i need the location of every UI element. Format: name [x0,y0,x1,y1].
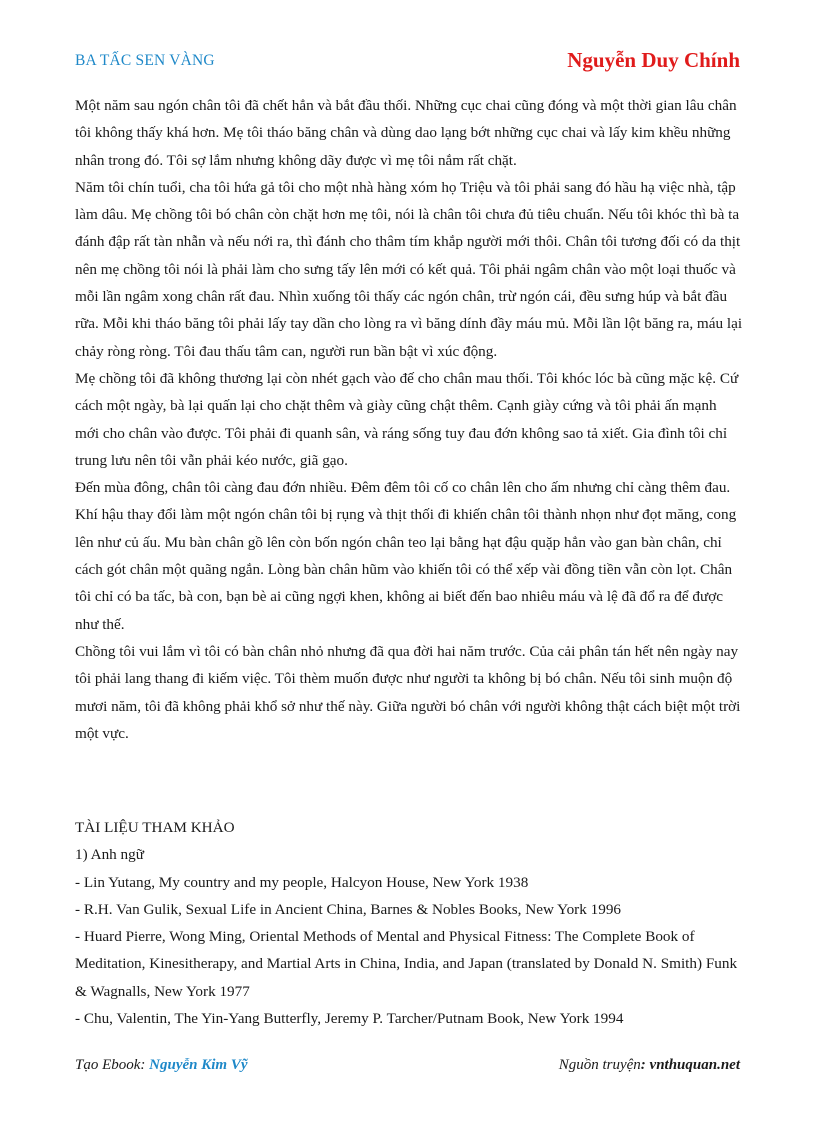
source-site: vnthuquan.net [649,1057,740,1073]
reference-item: - R.H. Van Gulik, Sexual Life in Ancient China, Barnes & Nobles Books, New York 1996 [75,900,622,918]
author-name: Nguyễn Duy Chính [567,48,740,72]
ebook-label: Tạo Ebook [75,1057,141,1073]
source-label: Nguồn truyện [558,1057,641,1073]
book-title: BA TẤC SEN VÀNG [75,52,215,69]
paragraph: Năm tôi chín tuổi, cha tôi hứa gả tôi cho một nhà hàng xóm họ Triệu và tôi phải sang đó hầu hạ việc nhà, tập làm dâu. Mẹ chồng tôi bó chân còn chặt hơn mẹ tôi, nói là chân tôi chưa đủ tiêu chuẩn. Nếu tôi khóc thì bà ta đánh đập rất tàn nhẫn và nếu nới ra, thì đánh cho thâm tím khắp người mới thôi. Chân tôi tương đối có da thịt nên mẹ chồng tôi nói là phải làm cho sưng tấy lên mới có kết quả. Tôi phải ngâm chân vào một loại thuốc và mỗi lần ngâm xong chân rất đau. Nhìn xuống tôi thấy các ngón chân, trừ ngón cái, đều sưng húp và bắt đầu rữa. Mỗi khi tháo băng tôi phải lấy tay dần cho lòng ra vì băng dính đầy máu mủ. Mỗi lần lột băng ra, máu lại chảy ròng ròng. Tôi đau thấu tâm can, người run bần bật vì xúc động. [75,178,743,360]
ebook-author: Nguyễn Kim Vỹ [149,1057,248,1073]
paragraph: Đến mùa đông, chân tôi càng đau đớn nhiều. Đêm đêm tôi cố co chân lên cho ấm nhưng chỉ càng thêm đau. Khí hậu thay đổi làm một ngón chân tôi bị rụng và thịt thối đi khiến chân tôi thành nhọn như đọt măng, cong lên như củ ấu. Mu bàn chân gồ lên còn bốn ngón chân teo lại bằng hạt đậu quặp hẳn vào gan bàn chân, chỉ cách gót chân một quãng ngắn. Lòng bàn chân hũm vào khiến tôi có thể xếp vài đồng tiền vẫn còn lọt. Chân tôi chỉ có ba tấc, bà con, bạn bè ai cũng ngợi khen, không ai biết đến bao nhiêu máu và lệ đã đổ ra để được như thế. [75,479,737,633]
reference-item: - Huard Pierre, Wong Ming, Oriental Methods of Mental and Physical Fitness: The Complete Book of Meditation, Kinesitherapy, and Martial Arts in China, India, and Japan (translated by Donald N. Smith) Funk & Wagnalls, New York 1977 [75,928,738,1000]
source-credit [559,1057,740,1074]
paragraph: Chồng tôi vui lắm vì tôi có bàn chân nhỏ nhưng đã qua đời hai năm trước. Của cải phân tán hết nên ngày nay tôi phải lang thang đi kiếm việc. Tôi thèm muốn được như người ta không bị bó chân. Nếu tôi sinh muộn độ mươi năm, tôi đã không phải khổ sở như thế này. Giữa người bó chân với người không thật cách biệt một trời một vực. [75,642,741,742]
ebook-separator: : [140,1057,150,1073]
paragraph: Một năm sau ngón chân tôi đã chết hẳn và bắt đầu thối. Những cục chai cũng đóng và một thời gian lâu chân tôi không thấy khá hơn. Mẹ tôi tháo băng chân và dùng dao lạng bớt những cục chai và lấy kim khều những nhân trong đó. Tôi sợ lắm nhưng không dãy được vì mẹ tôi nắm rất chặt. [75,97,737,169]
reference-item: - Lin Yutang, My country and my people, Halcyon House, New York 1938 [75,873,529,891]
source-separator: : [640,1057,650,1073]
references-heading: TÀI LIỆU THAM KHẢO [75,819,235,836]
paragraph: Mẹ chồng tôi đã không thương lại còn nhét gạch vào đế cho chân mau thối. Tôi khóc lóc bà cũng mặc kệ. Cứ cách một ngày, bà lại quấn lại cho chặt thêm và giày cũng chật thêm. Cạnh giày cứng và tôi phải ấn mạnh mới cho chân vào được. Tôi phải đi quanh sân, và ráng sống tuy đau đớn không sao tả xiết. Gia đình tôi chỉ trung lưu nên tôi vẫn phải kéo nước, giã gạo. [75,369,739,469]
ebook-credit [75,1057,248,1074]
body-text [75,92,743,747]
references-section [75,814,743,1032]
references-subheading: 1) Anh ngữ [75,846,144,864]
reference-item: - Chu, Valentin, The Yin-Yang Butterfly, Jeremy P. Tarcher/Putnam Book, New York 1994 [75,1010,624,1028]
